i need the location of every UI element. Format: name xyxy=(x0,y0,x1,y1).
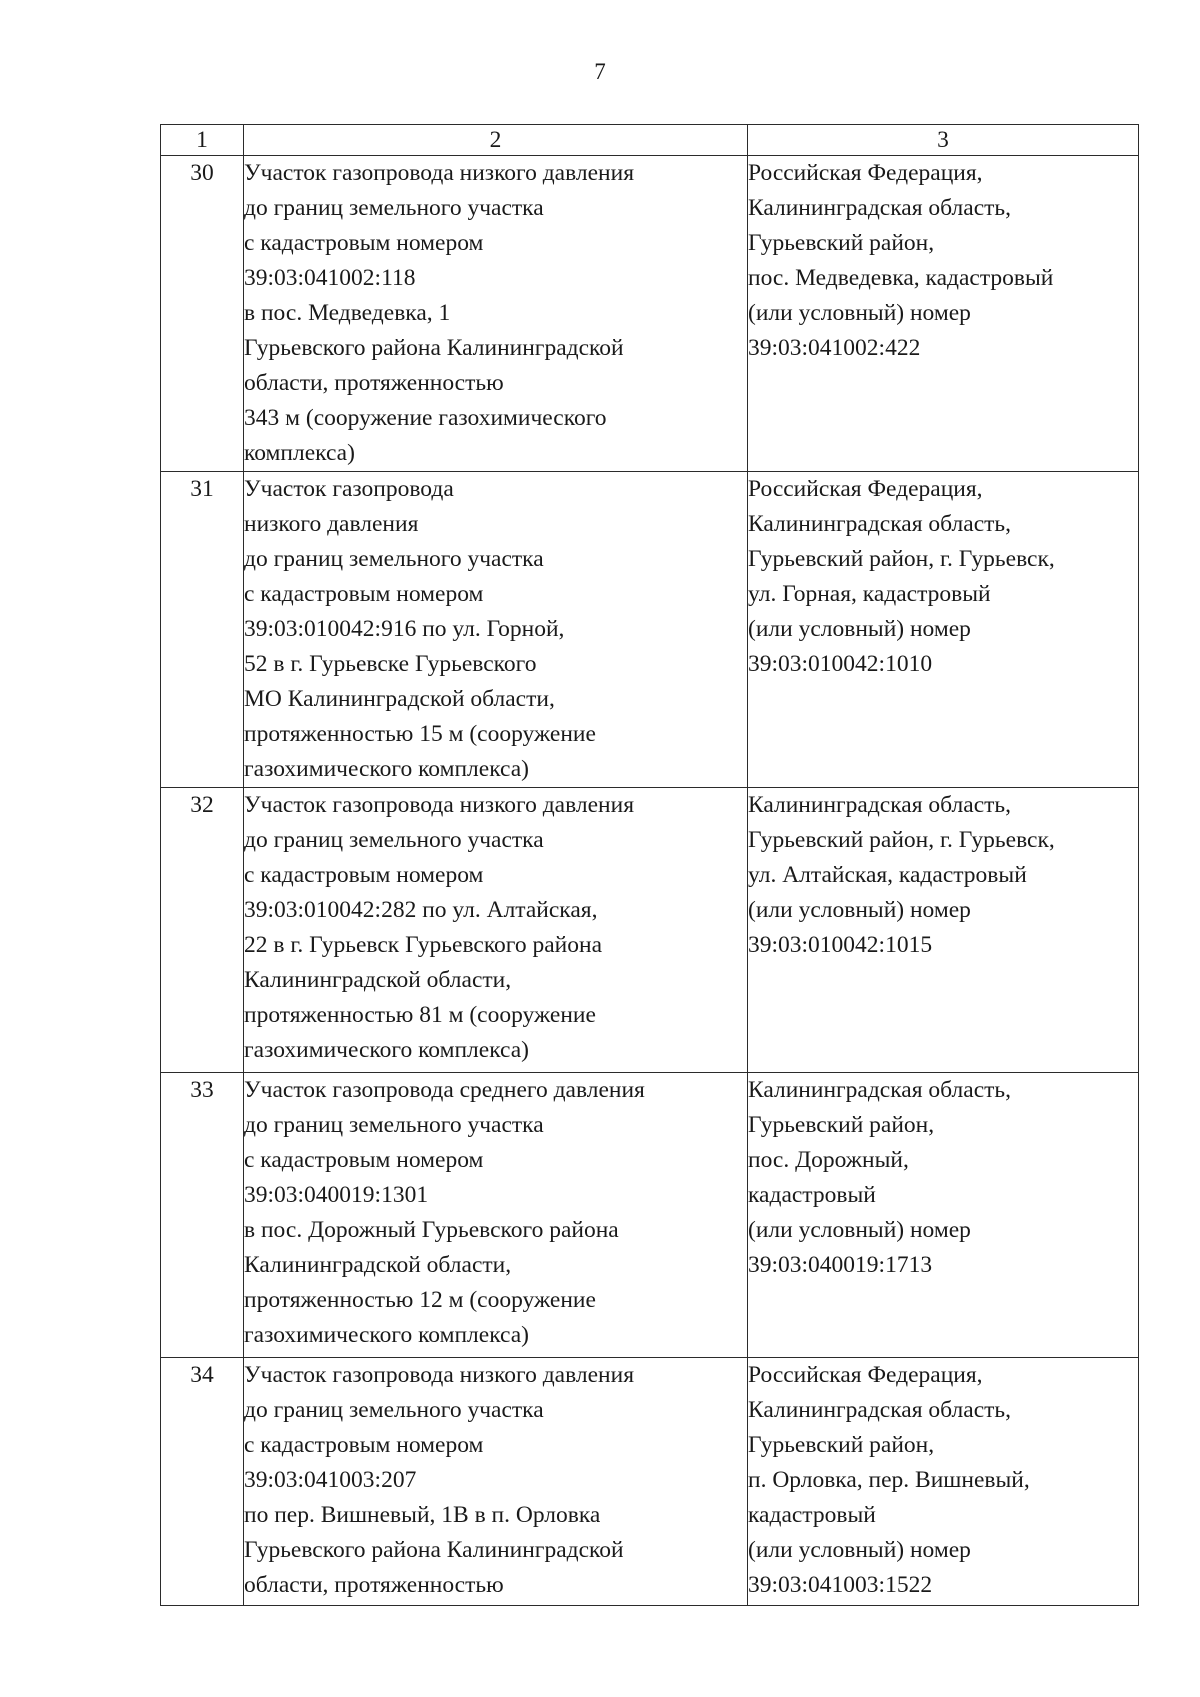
object-location xyxy=(748,472,1139,788)
description-line: МО Калининградской области, xyxy=(244,686,555,712)
location-line: пос. Дорожный, xyxy=(748,1147,909,1173)
location-line: Калининградская область, xyxy=(748,1077,1011,1103)
description-line: в пос. Дорожный Гурьевского района xyxy=(244,1217,619,1243)
description-line: газохимического комплекса) xyxy=(244,756,530,782)
location-line: 39:03:041002:422 xyxy=(748,335,921,361)
location-line: Гурьевский район, г. Гурьевск, xyxy=(748,546,1055,572)
property-table xyxy=(160,124,1139,1606)
description-line: Гурьевского района Калининградской xyxy=(244,1537,624,1563)
description-line: Участок газопровода xyxy=(244,476,454,502)
location-line: ул. Горная, кадастровый xyxy=(748,581,991,607)
description-line: Калининградской области, xyxy=(244,1252,512,1278)
location-line: 39:03:041003:1522 xyxy=(748,1572,933,1598)
description-line: 343 м (сооружение газохимического xyxy=(244,405,607,431)
location-line: Калининградская область, xyxy=(748,792,1011,818)
column-header-description: 2 xyxy=(244,125,748,156)
object-description xyxy=(244,156,748,472)
description-line: газохимического комплекса) xyxy=(244,1322,530,1348)
description-line: до границ земельного участка xyxy=(244,1112,544,1138)
table-row xyxy=(161,156,1139,472)
column-header-number: 1 xyxy=(161,125,244,156)
location-line: кадастровый xyxy=(748,1182,876,1208)
location-line: Гурьевский район, xyxy=(748,230,935,256)
description-line: протяженностью 81 м (сооружение xyxy=(244,1002,596,1028)
description-line: до границ земельного участка xyxy=(244,1397,544,1423)
page-number: 7 xyxy=(594,59,606,84)
location-line: Калининградская область, xyxy=(748,1397,1011,1423)
description-line: 39:03:040019:1301 xyxy=(244,1182,429,1208)
description-line: с кадастровым номером xyxy=(244,862,484,888)
object-location xyxy=(748,788,1139,1073)
row-number: 33 xyxy=(161,1073,244,1358)
location-line: Российская Федерация, xyxy=(748,160,983,186)
description-line: с кадастровым номером xyxy=(244,1147,484,1173)
table-header-row xyxy=(161,125,1139,156)
row-number: 34 xyxy=(161,1358,244,1606)
table-row xyxy=(161,1073,1139,1358)
description-line: Участок газопровода среднего давления xyxy=(244,1077,645,1103)
object-description xyxy=(244,1073,748,1358)
description-line: Калининградской области, xyxy=(244,967,512,993)
location-line: Гурьевский район, xyxy=(748,1432,935,1458)
description-line: газохимического комплекса) xyxy=(244,1037,530,1063)
column-header-location: 3 xyxy=(748,125,1139,156)
description-line: области, протяженностью xyxy=(244,1572,504,1598)
object-description xyxy=(244,472,748,788)
description-line: до границ земельного участка xyxy=(244,827,544,853)
object-location xyxy=(748,1073,1139,1358)
table-row xyxy=(161,1358,1139,1606)
description-line: низкого давления xyxy=(244,511,419,537)
description-line: области, протяженностью xyxy=(244,370,504,396)
location-line: (или условный) номер xyxy=(748,897,971,923)
description-line: до границ земельного участка xyxy=(244,546,544,572)
location-line: 39:03:010042:1010 xyxy=(748,651,933,677)
location-line: ул. Алтайская, кадастровый xyxy=(748,862,1027,888)
location-line: Калининградская область, xyxy=(748,511,1011,537)
description-line: 39:03:041002:118 xyxy=(244,265,416,291)
description-line: 39:03:010042:916 по ул. Горной, xyxy=(244,616,565,642)
location-line: (или условный) номер xyxy=(748,1537,971,1563)
location-line: п. Орловка, пер. Вишневый, xyxy=(748,1467,1030,1493)
location-line: пос. Медведевка, кадастровый xyxy=(748,265,1054,291)
object-location xyxy=(748,156,1139,472)
description-line: 52 в г. Гурьевске Гурьевского xyxy=(244,651,537,677)
description-line: Участок газопровода низкого давления xyxy=(244,160,635,186)
table-body xyxy=(161,156,1139,1606)
description-line: с кадастровым номером xyxy=(244,1432,484,1458)
object-description xyxy=(244,1358,748,1606)
description-line: 22 в г. Гурьевск Гурьевского района xyxy=(244,932,602,958)
row-number: 31 xyxy=(161,472,244,788)
description-line: с кадастровым номером xyxy=(244,230,484,256)
location-line: (или условный) номер xyxy=(748,1217,971,1243)
object-description xyxy=(244,788,748,1073)
object-location xyxy=(748,1358,1139,1606)
location-line: 39:03:010042:1015 xyxy=(748,932,933,958)
row-number: 30 xyxy=(161,156,244,472)
row-number: 32 xyxy=(161,788,244,1073)
location-line: 39:03:040019:1713 xyxy=(748,1252,933,1278)
description-line: Участок газопровода низкого давления xyxy=(244,792,635,818)
location-line: кадастровый xyxy=(748,1502,876,1528)
location-line: Российская Федерация, xyxy=(748,476,983,502)
location-line: Российская Федерация, xyxy=(748,1362,983,1388)
description-line: 39:03:041003:207 xyxy=(244,1467,417,1493)
description-line: комплекса) xyxy=(244,440,355,466)
description-line: по пер. Вишневый, 1В в п. Орловка xyxy=(244,1502,601,1528)
description-line: Гурьевского района Калининградской xyxy=(244,335,624,361)
description-line: с кадастровым номером xyxy=(244,581,484,607)
description-line: протяженностью 15 м (сооружение xyxy=(244,721,596,747)
description-line: до границ земельного участка xyxy=(244,195,544,221)
description-line: протяженностью 12 м (сооружение xyxy=(244,1287,596,1313)
location-line: (или условный) номер xyxy=(748,616,971,642)
location-line: Гурьевский район, xyxy=(748,1112,935,1138)
location-line: (или условный) номер xyxy=(748,300,971,326)
description-line: 39:03:010042:282 по ул. Алтайская, xyxy=(244,897,598,923)
location-line: Калининградская область, xyxy=(748,195,1011,221)
description-line: в пос. Медведевка, 1 xyxy=(244,300,451,326)
table-row xyxy=(161,788,1139,1073)
description-line: Участок газопровода низкого давления xyxy=(244,1362,635,1388)
location-line: Гурьевский район, г. Гурьевск, xyxy=(748,827,1055,853)
table-row xyxy=(161,472,1139,788)
